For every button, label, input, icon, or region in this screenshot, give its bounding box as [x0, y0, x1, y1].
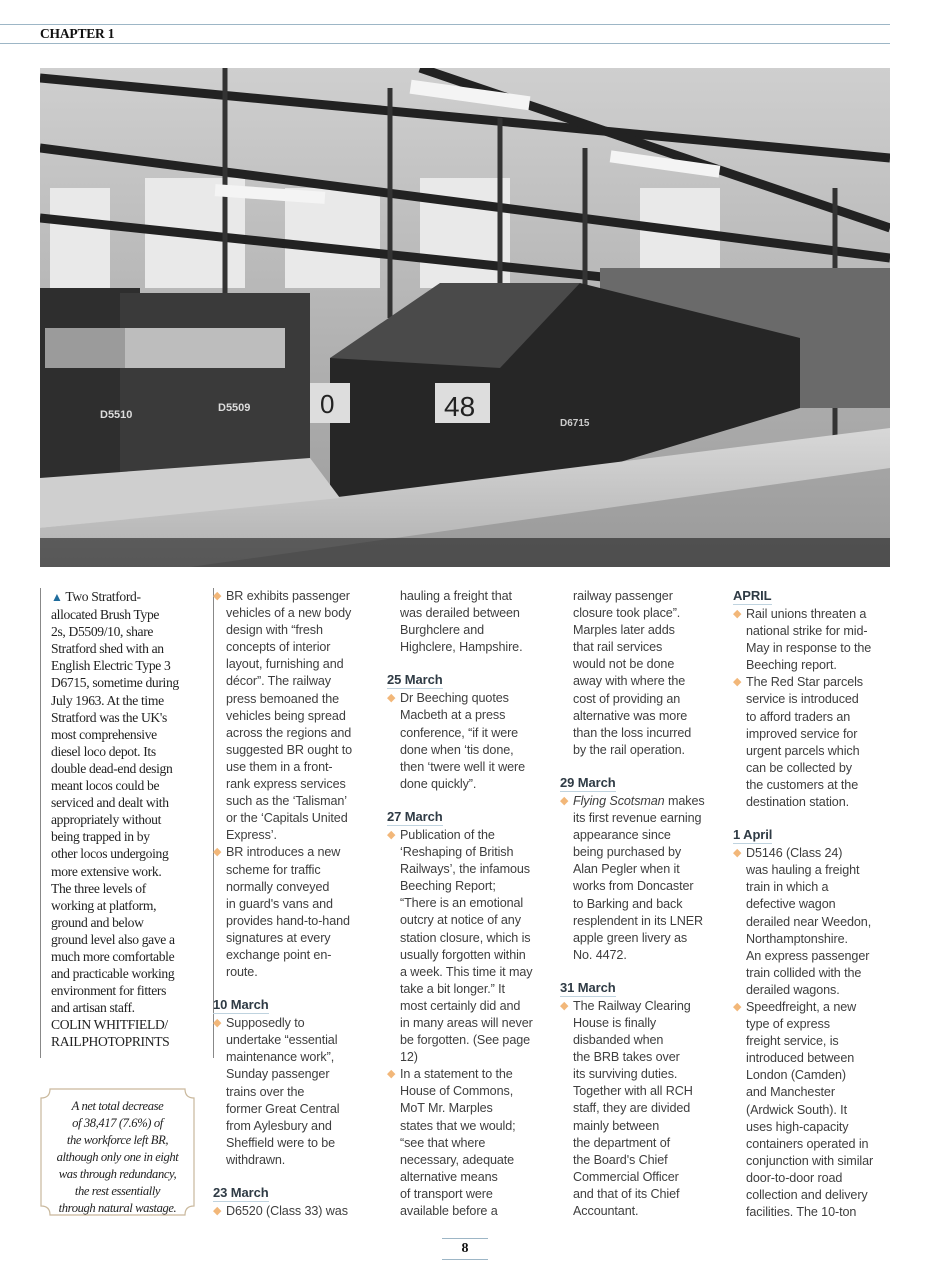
chapter-label: CHAPTER 1	[40, 26, 115, 41]
date-heading: 27 March	[387, 808, 443, 824]
continued-entry	[560, 588, 722, 759]
pull-quote	[40, 1088, 195, 1216]
loco-number-d6715: D6715	[560, 418, 590, 429]
entry-text: hauling a freight that was derailed between Burghclere and Highclere, Hampshire.	[400, 589, 523, 655]
diamond-bullet-icon: ◆	[387, 1068, 396, 1081]
text-column-1	[213, 588, 375, 1220]
entry-text: Speedfreight, a new type of express freight service, is introduced between London (Camden) and Manchester (Ardwick South). It uses high-capacity containers operated in conjunction with similar door-to-door road collection and delivery facilities. The 10-ton	[746, 999, 874, 1220]
date-heading: 23 March	[213, 1185, 269, 1200]
bullet-entry	[560, 793, 722, 964]
entry-text: D6520 (Class 33) was	[226, 1204, 348, 1218]
headcode-left: 0	[320, 389, 335, 419]
entry-text: The Railway Clearing House is finally disbanded when the BRB takes over its surviving duties. Together with all RCH staff, they are divided mainly between the department of the Board's Chief Commercial Officer and that of its Chief Accountant.	[573, 998, 693, 1218]
text-column-3	[560, 588, 722, 1220]
bullet-entry	[733, 674, 898, 811]
pull-quote-text: A net total decrease of 38,417 (7.6%) of the workforce left BR, although only one in eight was through redundancy, the rest essentially through natural wastage.	[56, 1099, 179, 1215]
diamond-bullet-icon: ◆	[213, 590, 222, 602]
entry-text: makes its first revenue earning appearance since being purchased by Alan Pegler when it works from Doncaster to Barking and back resplendent in its LNER apple green livery as No. 4472.	[573, 793, 705, 962]
date-heading: 25 March	[387, 672, 443, 688]
bullet-entry	[733, 999, 898, 1221]
locomotive-shed-photo	[40, 68, 890, 567]
entry-text: BR introduces a new scheme for traffic normally conveyed in guard's vans and provides hand-to-hand signatures at every exchange point en- route.	[226, 845, 350, 980]
date-heading: 10 March	[213, 997, 269, 1013]
bullet-entry	[387, 690, 549, 793]
text-column-2	[387, 588, 549, 1220]
diamond-bullet-icon: ◆	[560, 999, 569, 1012]
entry-text: railway passenger closure took place”. Marples later adds that rail services would not be done away with where the cost of providing an alternative was more than the loss incurred by the rail operation.	[573, 589, 692, 757]
date-heading: 29 March	[560, 774, 616, 790]
photo-caption	[40, 588, 214, 1058]
date-heading: 1 April	[733, 827, 773, 843]
date-heading: APRIL	[733, 588, 772, 603]
continued-entry	[387, 588, 549, 656]
diamond-bullet-icon: ◆	[733, 676, 742, 689]
bullet-entry	[733, 845, 898, 999]
diamond-bullet-icon: ◆	[387, 828, 396, 841]
entry-text: Publication of the ‘Reshaping of British Railways’, the infamous Beeching Report; “There is an emotional outcry at notice of any station closure, which is usually forgotten within a week. This time it may take a bit longer.” It most certainly did and in many areas will never be forgotten. (See page 12)	[400, 827, 533, 1065]
bullet-entry	[387, 1066, 549, 1220]
entry-text: BR exhibits passenger vehicles of a new body design with “fresh concepts of interior layout, furnishing and décor”. The railway press bemoaned the vehicles being spread across the regions and suggested BR ought to use them in a front- rank express services such as the ‘Talisman’ or the ‘Capitals United Express’.	[226, 589, 353, 843]
bullet-entry	[213, 588, 375, 844]
entry-text: Rail unions threaten a national strike for mid- May in response to the Beeching report.	[746, 607, 872, 673]
diamond-bullet-icon: ◆	[733, 608, 742, 620]
italic-title: Flying Scotsman	[573, 793, 665, 808]
bullet-entry	[733, 606, 898, 674]
text-column-4	[733, 588, 898, 1221]
bullet-entry	[560, 998, 722, 1220]
entry-text: Supposedly to undertake “essential maintenance work”, Sunday passenger trains over the former Great Central from Aylesbury and Sheffield were to be withdrawn.	[226, 1016, 340, 1167]
diamond-bullet-icon: ◆	[560, 794, 569, 807]
header-rule-top	[0, 24, 890, 25]
bullet-entry	[213, 1203, 375, 1220]
diamond-bullet-icon: ◆	[213, 1205, 222, 1217]
bullet-entry	[213, 1015, 375, 1169]
caption-text: Two Stratford- allocated Brush Type 2s, D5509/10, share Stratford shed with an English Electric Type 3 D6715, sometime during July 1963. At the time Stratford was the UK's most comprehensive diesel loco depot. Its double dead-end design meant locos could be serviced and dealt with appropriately without being trapped in by other locos undergoing more extensive work. The three levels of working at platform, ground and below ground level also gave a much more comfortable and practicable working environment for fitters and artisan staff. COLIN WHITFIELD/ RAILPHOTOPRINTS	[51, 589, 179, 1050]
entry-text: Dr Beeching quotes Macbeth at a press conference, “if it were done when ‘tis done, then ‘twere well it were done quickly”.	[400, 691, 525, 791]
loco-number-d5509: D5509	[218, 402, 251, 414]
entry-text: In a statement to the House of Commons, MoT Mr. Marples states that we would; “see that where necessary, adequate alternative means of transport were available before a	[400, 1067, 516, 1218]
diamond-bullet-icon: ◆	[387, 692, 396, 705]
date-heading: 31 March	[560, 979, 616, 995]
bullet-entry	[213, 844, 375, 981]
caption-triangle-icon: ▲	[51, 590, 63, 604]
header-rule-bottom	[0, 43, 890, 44]
diamond-bullet-icon: ◆	[213, 1017, 222, 1030]
loco-number-d5510: D5510	[100, 409, 133, 421]
entry-text: D5146 (Class 24) was hauling a freight train in which a defective wagon derailed near Weedon, Northamptonshire. An express passenger train collided with the derailed wagons.	[746, 846, 872, 997]
bullet-entry	[387, 827, 549, 1066]
diamond-bullet-icon: ◆	[213, 846, 222, 859]
diamond-bullet-icon: ◆	[733, 847, 742, 860]
diamond-bullet-icon: ◆	[733, 1000, 742, 1013]
page-number: 8	[442, 1238, 488, 1260]
headcode-right: 48	[444, 391, 476, 422]
entry-text: The Red Star parcels service is introduced to afford traders an improved service for urgent parcels which can be collected by the customers at the destination station.	[746, 675, 863, 810]
